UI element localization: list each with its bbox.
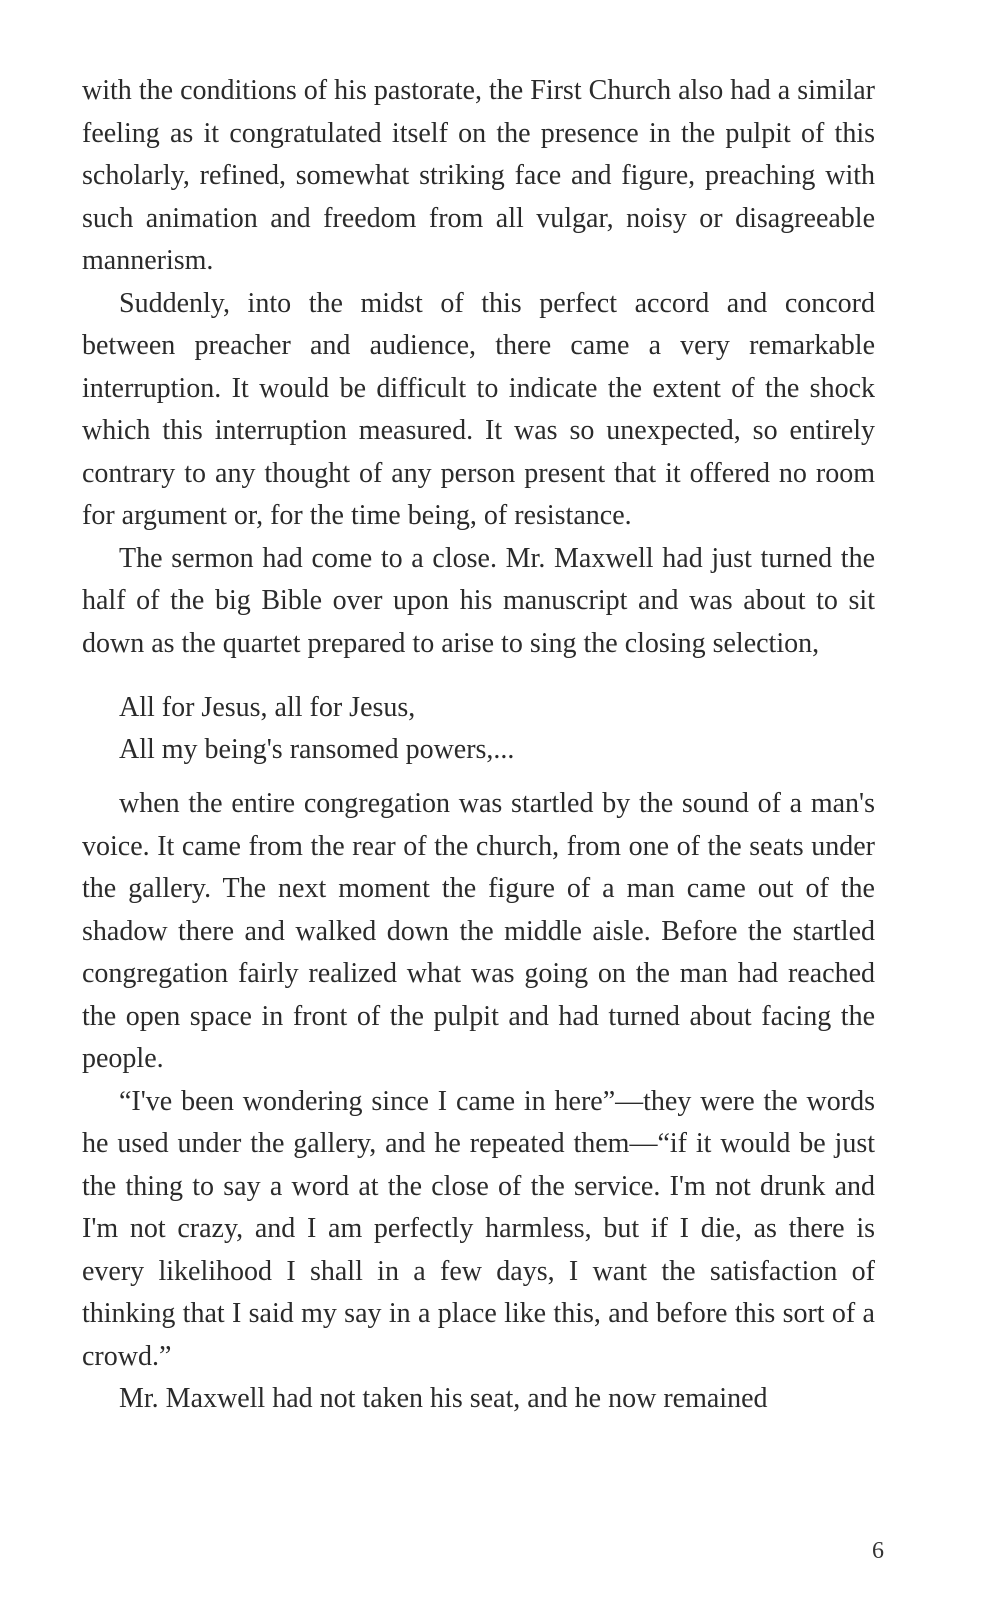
page-number: 6 bbox=[872, 1538, 884, 1564]
paragraph-startled: when the entire congregation was startled by the sound of a man's voice. It came from the rear of the church, from one of the seats under the gallery. The next moment the figure of a man came out of the shadow there and walked down the middle aisle. Before the startled congregation fairly realized what was going on the man had reached the open space in front of the pulpit and had turned about facing the people. bbox=[82, 788, 875, 1074]
verse-line: All for Jesus, all for Jesus, bbox=[119, 692, 416, 723]
paragraph-maxwell: Mr. Maxwell had not taken his seat, and he now remained bbox=[119, 1383, 768, 1414]
verse-line: All my being's ransomed powers,... bbox=[119, 734, 515, 765]
paragraph-interruption: Suddenly, into the midst of this perfect accord and concord between preacher and audience, there came a very remarkable interruption. It would be difficult to indicate the extent of the shock which this interruption measured. It was so unexpected, so entirely contrary to any thought of any person present that it offered no room for argument or, for the time being, of resistance. bbox=[82, 287, 875, 531]
page-body bbox=[82, 70, 875, 1421]
paragraph-speech: “I've been wondering since I came in here”—they were the words he used under the gallery, and he repeated them—“if it would be just the thing to say a word at the close of the service. I'm not drunk and I'm not crazy, and I am perfectly harmless, but if I die, as there is every likelihood I shall in a few days, I want the satisfaction of thinking that I said my say in a place like this, and before this sort of a crowd.” bbox=[82, 1085, 875, 1372]
paragraph-continuation: with the conditions of his pastorate, the First Church also had a similar feeling as it congratulated itself on the presence in the pulpit of this scholarly, refined, somewhat striking face and figure, preaching with such animation and freedom from all vulgar, noisy or disagreeable mannerism. bbox=[82, 75, 875, 276]
hymn-verse bbox=[119, 687, 875, 771]
paragraph-sermon-close: The sermon had come to a close. Mr. Maxwell had just turned the half of the big Bible over upon his manuscript and was about to sit down as the quartet prepared to arise to sing the closing selection, bbox=[82, 542, 875, 659]
